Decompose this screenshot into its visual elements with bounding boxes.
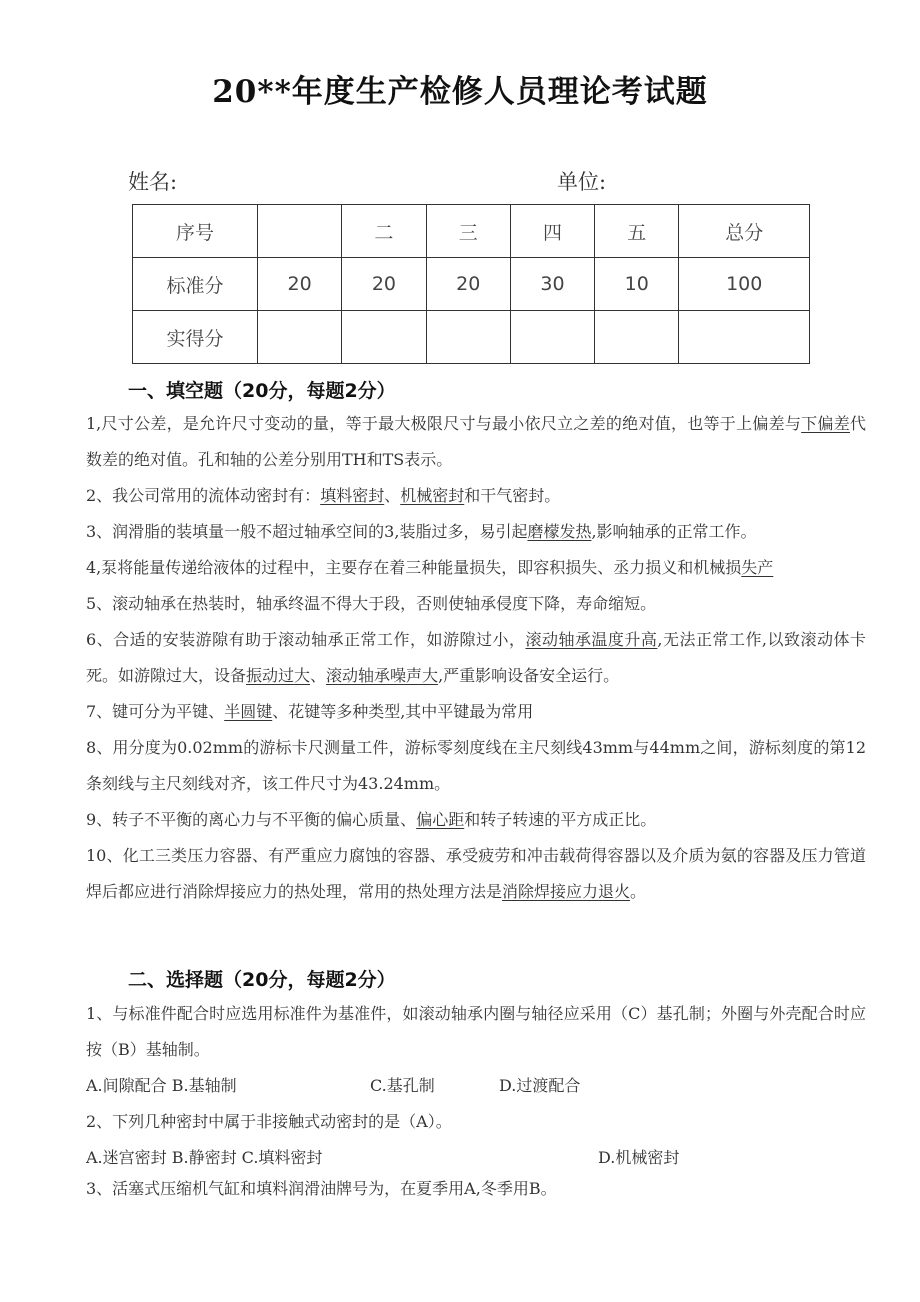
- question-text: 6、合适的安装游隙有助于滚动轴承正常工作，如游隙过小，: [86, 630, 526, 649]
- option-text: A.迷宫密封 B.静密封 C.填料密封: [86, 1148, 323, 1167]
- option-row: [86, 1068, 866, 1104]
- choice-questions: [86, 996, 866, 1202]
- option-text: D.过渡配合: [499, 1076, 581, 1095]
- question-item: [86, 406, 866, 478]
- question-text: 1,尺寸公差，是允许尺寸变动的量，等于最大极限尺寸与最小依尺立之差的绝对值，也等于上偏差与: [86, 414, 802, 433]
- answer-text: 滚动轴承温度升高: [525, 630, 658, 649]
- question-text: 8、用分度为0.02mm的游标卡尺测量工件，游标零刻度线在主尺刻线43mm与44mm之间，游标刻度的第12条刻线与主尺刻线对齐，该工件尺寸为43.24mm。: [86, 738, 866, 793]
- answer-text: 填料密封: [320, 486, 385, 505]
- question-text: 9、转子不平衡的离心力与不平衡的偏心质量、: [86, 810, 417, 829]
- table-cell: 五: [595, 205, 679, 258]
- question-item: [86, 514, 866, 550]
- page-title: 20**年度生产检修人员理论考试题: [212, 74, 708, 110]
- answer-text: 偏心距: [416, 810, 465, 829]
- table-cell: 100: [679, 258, 810, 311]
- score-input-cell[interactable]: [426, 311, 510, 364]
- answer-text: 半圆键: [224, 702, 273, 721]
- question-text: 代数差的绝对值。孔和轴的公差分别用TH和TS表示。: [86, 414, 866, 469]
- score-input-cell[interactable]: [510, 311, 594, 364]
- option-text: D.机械密封: [598, 1148, 680, 1167]
- unit-label: 单位:: [557, 170, 607, 194]
- question-text: ,无法正常工作,以致滚动体卡死。如游隙过大，设备: [86, 630, 866, 685]
- answer-text: 消除焊接应力退火: [502, 882, 631, 901]
- option-text: A.间隙配合 B.基轴制: [86, 1076, 237, 1095]
- question-text: 5、滚动轴承在热装时，轴承终温不得大于段，否则使轴承侵度下降，寿命缩短。: [86, 594, 657, 613]
- table-cell: 实得分: [133, 311, 258, 364]
- fill-blank-questions: [86, 406, 866, 910]
- question-text: 2、我公司常用的流体动密封有：: [86, 486, 321, 505]
- section-title-choice: 二、选择题（20分，每题2分）: [128, 969, 396, 991]
- question-item: [86, 550, 866, 586]
- question-text: ,影响轴承的正常工作。: [591, 522, 757, 541]
- question-text: 、花键等多种类型,其中平键最为常用: [272, 702, 534, 721]
- table-cell: 20: [258, 258, 342, 311]
- table-cell: 总分: [679, 205, 810, 258]
- question-text: 和干气密封。: [464, 486, 561, 505]
- answer-text: 振动过大: [246, 666, 311, 685]
- question-text: 7、键可分为平键、: [86, 702, 225, 721]
- score-input-cell[interactable]: [595, 311, 679, 364]
- question-item: [86, 478, 866, 514]
- answer-text: 下偏差: [801, 414, 850, 433]
- question-text: 。: [630, 882, 647, 901]
- question-text: 、: [310, 666, 327, 685]
- table-cell: 二: [342, 205, 426, 258]
- answer-text: 磨檬发热: [527, 522, 592, 541]
- question-item: [86, 802, 866, 838]
- question-text: 10、化工三类压力容器、有严重应力腐蚀的容器、承受疲劳和冲击载荷得容器以及介质为氨的容器及压力管道焊后都应进行消除焊接应力的热处理，常用的热处理方法是: [86, 846, 866, 901]
- table-cell: 30: [510, 258, 594, 311]
- score-input-cell[interactable]: [342, 311, 426, 364]
- question-text: 、: [384, 486, 401, 505]
- question-text: ,严重影响设备安全运行。: [438, 666, 620, 685]
- option-text: C.基孔制: [370, 1076, 435, 1095]
- question-text: 3、润滑脂的装填量一般不超过轴承空间的3,装脂过多，易引起: [86, 522, 528, 541]
- table-cell: 三: [426, 205, 510, 258]
- table-cell: 20: [342, 258, 426, 311]
- table-cell: [258, 205, 342, 258]
- table-cell: 序号: [133, 205, 258, 258]
- table-row-standard: [133, 258, 810, 311]
- answer-text: 机械密封: [400, 486, 465, 505]
- question-item: 2、下列几种密封中属于非接触式动密封的是（A）。: [86, 1112, 452, 1131]
- name-label: 姓名:: [128, 170, 178, 194]
- question-item: [86, 730, 866, 802]
- table-cell: 20: [426, 258, 510, 311]
- table-cell: 标准分: [133, 258, 258, 311]
- score-input-cell[interactable]: [258, 311, 342, 364]
- option-row: [86, 1140, 866, 1176]
- question-item: 1、与标准件配合时应选用标准件为基准件，如滚动轴承内圈与轴径应采用（C）基孔制；外圈与外壳配合时应按（B）基轴制。: [86, 1004, 866, 1059]
- table-cell: 10: [595, 258, 679, 311]
- question-text: 4,泵将能量传递给液体的过程中，主要存在着三种能量损失，即容积损失、丞力损义和机械损: [86, 558, 742, 577]
- question-item: [86, 622, 866, 694]
- answer-text: 滚动轴承噪声大: [326, 666, 439, 685]
- section-title-fill-blank: 一、填空题（20分，每题2分）: [128, 380, 396, 402]
- question-item: 3、活塞式压缩机气缸和填料润滑油牌号为，在夏季用A,冬季用B。: [86, 1179, 557, 1198]
- question-item: [86, 586, 866, 622]
- score-table: [132, 204, 810, 364]
- table-row-header: [133, 205, 810, 258]
- question-item: [86, 838, 866, 910]
- table-row-actual: [133, 311, 810, 364]
- question-item: [86, 694, 866, 730]
- question-text: 和转子转速的平方成正比。: [464, 810, 657, 829]
- answer-text: 失产: [741, 558, 774, 577]
- score-input-cell[interactable]: [679, 311, 810, 364]
- table-cell: 四: [510, 205, 594, 258]
